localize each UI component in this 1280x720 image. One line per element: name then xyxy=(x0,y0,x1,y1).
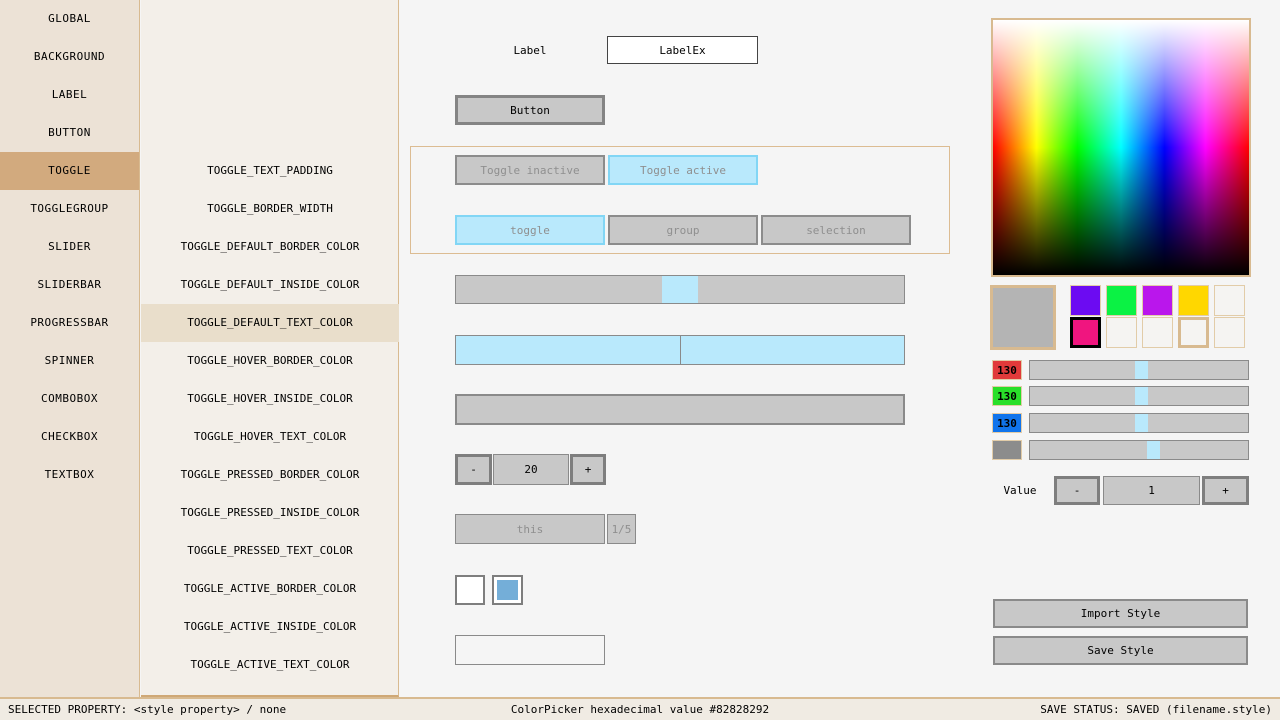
green-channel-slider[interactable] xyxy=(1029,386,1249,406)
combobox-counter[interactable]: 1/5 xyxy=(607,514,636,544)
preview-toggle-inactive[interactable]: Toggle inactive xyxy=(455,155,605,185)
checkbox-check-mark xyxy=(497,580,518,600)
color-swatch-empty[interactable] xyxy=(1214,317,1245,348)
sidebar-item-slider[interactable]: SLIDER xyxy=(48,240,91,253)
green-channel-value: 130 xyxy=(992,386,1022,406)
alpha-channel-slider[interactable] xyxy=(1029,440,1249,460)
sidebar-item-togglegroup[interactable]: TOGGLEGROUP xyxy=(30,202,109,215)
import-style-button[interactable]: Import Style xyxy=(993,599,1248,628)
preview-togglegroup-group[interactable]: group xyxy=(608,215,758,245)
preview-label-textbox[interactable]: LabelEx xyxy=(607,36,758,64)
slider-handle[interactable] xyxy=(662,276,698,303)
color-swatch[interactable] xyxy=(1142,285,1173,316)
sidebar-item-textbox[interactable]: TEXTBOX xyxy=(44,468,95,481)
current-color-swatch xyxy=(990,285,1056,350)
spinner-minus-button[interactable]: - xyxy=(455,454,492,485)
preview-combobox[interactable]: this xyxy=(455,514,605,544)
status-hex-value: ColorPicker hexadecimal value #82828292 xyxy=(510,703,770,716)
preview-checkbox-unchecked[interactable] xyxy=(455,575,485,605)
value-label: Value xyxy=(1003,483,1037,497)
sidebar-item-label[interactable]: LABEL xyxy=(51,88,88,101)
color-swatch-empty[interactable] xyxy=(1142,317,1173,348)
save-style-button[interactable]: Save Style xyxy=(993,636,1248,665)
value-field[interactable]: 1 xyxy=(1103,476,1200,505)
status-selected-property: SELECTED PROPERTY: <style property> / none xyxy=(8,703,287,716)
controls-sidebar xyxy=(0,0,140,697)
status-save-status: SAVE STATUS: SAVED (filename.style) xyxy=(1040,703,1272,716)
property-item[interactable]: TOGGLE_ACTIVE_TEXT_COLOR xyxy=(190,658,350,671)
value-minus-button[interactable]: - xyxy=(1054,476,1100,505)
preview-button[interactable]: Button xyxy=(455,95,605,125)
preview-checkbox-checked[interactable] xyxy=(492,575,523,605)
spinner-plus-button[interactable]: + xyxy=(570,454,606,485)
color-swatch[interactable] xyxy=(1178,285,1209,316)
spinner-value-field[interactable]: 20 xyxy=(493,454,569,485)
alpha-channel-value xyxy=(992,440,1022,460)
color-swatch-empty[interactable] xyxy=(1106,317,1137,348)
preview-togglegroup-toggle[interactable]: toggle xyxy=(455,215,605,245)
sidebar-item-background[interactable]: BACKGROUND xyxy=(33,50,106,63)
red-slider-handle[interactable] xyxy=(1135,361,1148,379)
property-item[interactable]: TOGGLE_ACTIVE_INSIDE_COLOR xyxy=(183,620,357,633)
property-item[interactable]: TOGGLE_PRESSED_BORDER_COLOR xyxy=(180,468,360,481)
color-swatch-empty[interactable] xyxy=(1214,285,1245,316)
preview-slider[interactable] xyxy=(455,275,905,304)
sidebar-item-spinner[interactable]: SPINNER xyxy=(44,354,95,367)
sidebar-item-sliderbar[interactable]: SLIDERBAR xyxy=(37,278,102,291)
sliderbar-divider xyxy=(680,336,681,364)
property-item[interactable]: TOGGLE_PRESSED_TEXT_COLOR xyxy=(187,544,353,557)
preview-textbox[interactable] xyxy=(455,635,605,665)
sidebar-item-global[interactable]: GLOBAL xyxy=(48,12,91,25)
alpha-slider-handle[interactable] xyxy=(1147,441,1160,459)
property-item[interactable]: TOGGLE_ACTIVE_BORDER_COLOR xyxy=(183,582,357,595)
blue-channel-value: 130 xyxy=(992,413,1022,433)
property-item-selected[interactable]: TOGGLE_DEFAULT_TEXT_COLOR xyxy=(141,304,399,342)
color-picker-gradient[interactable] xyxy=(991,18,1251,277)
sidebar-item-checkbox[interactable]: CHECKBOX xyxy=(41,430,98,443)
preview-sliderbar[interactable] xyxy=(455,335,905,365)
property-item[interactable]: TOGGLE_HOVER_BORDER_COLOR xyxy=(187,354,353,367)
red-channel-slider[interactable] xyxy=(1029,360,1249,380)
green-slider-handle[interactable] xyxy=(1135,387,1148,405)
blue-slider-handle[interactable] xyxy=(1135,414,1148,432)
color-swatch[interactable] xyxy=(1070,285,1101,316)
sidebar-item-button[interactable]: BUTTON xyxy=(48,126,91,139)
property-item[interactable]: TOGGLE_BORDER_WIDTH xyxy=(207,202,333,215)
status-bar xyxy=(0,697,1280,720)
preview-progressbar xyxy=(455,394,905,425)
sidebar-item-progressbar[interactable]: PROGRESSBAR xyxy=(30,316,109,329)
color-swatch-selected[interactable] xyxy=(1070,317,1101,348)
value-plus-button[interactable]: + xyxy=(1202,476,1249,505)
property-item[interactable]: TOGGLE_HOVER_TEXT_COLOR xyxy=(193,430,347,443)
color-swatch[interactable] xyxy=(1106,285,1137,316)
property-item[interactable]: TOGGLE_TEXT_PADDING xyxy=(207,164,333,177)
color-swatch-hovered[interactable] xyxy=(1178,317,1209,348)
property-item[interactable]: TOGGLE_DEFAULT_INSIDE_COLOR xyxy=(180,278,360,291)
properties-list xyxy=(141,0,399,697)
preview-label: Label xyxy=(513,43,547,57)
preview-toggle-active[interactable]: Toggle active xyxy=(608,155,758,185)
sidebar-item-combobox[interactable]: COMBOBOX xyxy=(41,392,98,405)
red-channel-value: 130 xyxy=(992,360,1022,380)
property-item[interactable]: TOGGLE_DEFAULT_BORDER_COLOR xyxy=(180,240,360,253)
property-item[interactable]: TOGGLE_PRESSED_INSIDE_COLOR xyxy=(180,506,360,519)
sidebar-item-toggle[interactable]: TOGGLE xyxy=(0,152,139,190)
blue-channel-slider[interactable] xyxy=(1029,413,1249,433)
property-item[interactable]: TOGGLE_HOVER_INSIDE_COLOR xyxy=(187,392,353,405)
preview-togglegroup-selection[interactable]: selection xyxy=(761,215,911,245)
